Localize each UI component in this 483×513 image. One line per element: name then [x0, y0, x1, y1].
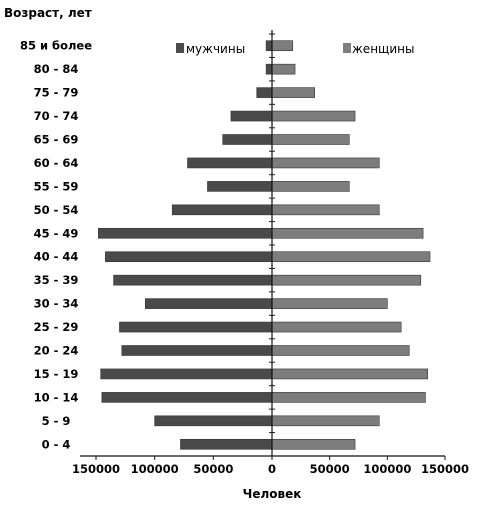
category-label: 20 - 24: [33, 343, 79, 358]
x-tick-label: 150000: [420, 462, 470, 476]
category-label: 75 - 79: [33, 85, 79, 100]
category-label: 35 - 39: [33, 273, 79, 288]
x-tick-label: 100000: [363, 462, 412, 476]
category-labels: [20, 39, 92, 452]
bar-male: [180, 439, 272, 449]
bar-male: [188, 158, 272, 168]
category-label: 45 - 49: [33, 226, 79, 241]
bars-layer: [98, 41, 430, 450]
category-label: 55 - 59: [33, 179, 79, 194]
category-label: 30 - 34: [33, 296, 79, 311]
bar-female: [272, 275, 421, 285]
bar-male: [266, 64, 272, 74]
bar-male: [105, 252, 272, 262]
bar-male: [122, 346, 272, 356]
bar-female: [272, 252, 430, 262]
bar-male: [172, 205, 272, 215]
category-label: 0 - 4: [41, 437, 71, 452]
bar-male: [231, 111, 272, 121]
category-label: 80 - 84: [33, 62, 79, 77]
bar-female: [272, 369, 428, 379]
bar-female: [272, 346, 409, 356]
bar-male: [207, 181, 272, 191]
legend: [176, 42, 414, 56]
category-label: 5 - 9: [41, 413, 71, 428]
bar-female: [272, 111, 355, 121]
bar-male: [102, 392, 272, 402]
x-tick-label: 50000: [309, 462, 350, 476]
category-label: 60 - 64: [33, 155, 79, 170]
legend-label-female: женщины: [352, 42, 415, 56]
legend-label-male: мужчины: [186, 42, 246, 56]
category-label: 15 - 19: [33, 366, 79, 381]
bar-male: [98, 228, 272, 238]
x-tick-label: 150000: [71, 462, 121, 476]
bar-male: [257, 88, 272, 98]
bar-male: [114, 275, 272, 285]
bar-female: [272, 205, 379, 215]
bar-female: [272, 64, 295, 74]
bar-female: [272, 439, 355, 449]
bar-male: [119, 322, 272, 332]
x-tick-label: 0: [267, 462, 277, 476]
bar-female: [272, 416, 379, 426]
category-label: 40 - 44: [33, 249, 79, 264]
legend-swatch-male: [176, 43, 184, 53]
category-label: 85 и более: [19, 38, 93, 53]
category-label: 50 - 54: [33, 202, 79, 217]
bar-male: [155, 416, 272, 426]
bar-female: [272, 41, 293, 51]
bar-female: [272, 181, 349, 191]
category-label: 25 - 29: [33, 320, 79, 335]
bar-female: [272, 158, 379, 168]
bar-male: [101, 369, 272, 379]
y-axis-title: Возраст, лет: [4, 6, 92, 20]
bar-male: [223, 135, 272, 145]
bar-male: [145, 299, 272, 309]
x-tick-labels: [72, 462, 469, 476]
category-label: 65 - 69: [33, 132, 79, 147]
bar-female: [272, 88, 315, 98]
bar-female: [272, 228, 423, 238]
legend-swatch-female: [343, 43, 351, 53]
bar-female: [272, 135, 349, 145]
bar-female: [272, 322, 401, 332]
bar-female: [272, 299, 387, 309]
x-tick-label: 50000: [193, 462, 234, 476]
bar-female: [272, 392, 425, 402]
bar-male: [266, 41, 272, 51]
category-label: 70 - 74: [33, 109, 79, 124]
x-axis-title: Человек: [242, 487, 302, 501]
x-tick-label: 100000: [130, 462, 179, 476]
category-label: 10 - 14: [33, 390, 79, 405]
